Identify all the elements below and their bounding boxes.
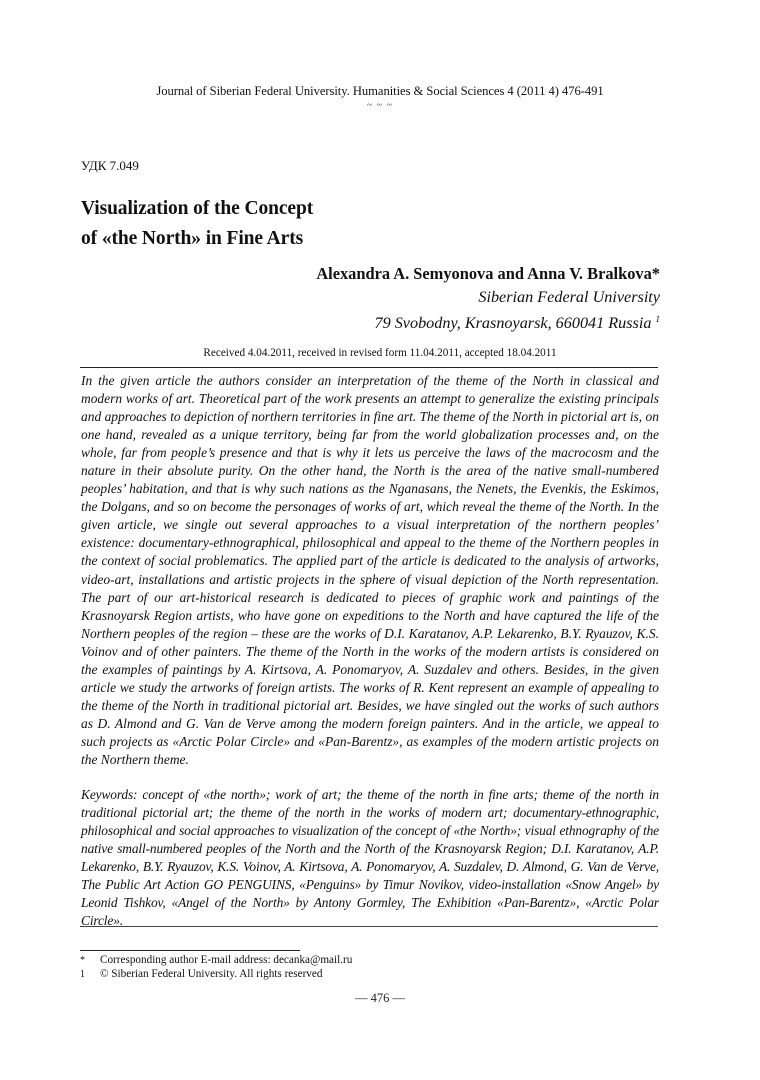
footnote-text: Corresponding author E-mail address: decanka@mail.ru [100,954,353,966]
header-ornament: ~ ~ ~ [366,100,394,111]
received-dates: Received 4.04.2011, received in revised form 11.04.2011, accepted 18.04.2011 [203,347,557,359]
footnote-copyright [80,967,322,982]
footnote-mark: 1 [80,969,85,980]
footnote-mark: * [80,955,85,966]
affiliation-block [374,286,660,334]
page-number: — 476 — [355,991,405,1005]
authors: Alexandra A. Semyonova and Anna V. Bralkova* [316,264,660,283]
keywords: Keywords: concept of «the north»; work of art; the theme of the north in fine arts; theme of the north in traditional pictorial art; the theme of the north in the works of modern art; documentary-ethnographic, philosophical and social approaches to visualization of the concept of «the North»; visual ethnography of the native small-numbered peoples of the North and the North of the Krasnoyarsk Region; D.I. Karatanov, A.P. Lekarenko, B.Y. Ryauzov, K.S. Voinov, A. Kirtsova, A. Ponomaryov, A. Suzdalev, D. Almond, G. Van de Verve, The Public Art Action GO PENGUINS, «Penguins» by Timur Novikov, video-installation «Snow Angel» by Leonid Tishkov, «Angel of the North» by Antony Gormley, The Exhibition «Pan-Barentz», «Arctic Polar Circle». [81,787,659,929]
footnote-text: © Siberian Federal University. All rights reserved [100,968,323,980]
top-divider [80,367,658,368]
journal-header: Journal of Siberian Federal University. Humanities & Social Sciences 4 (2011 4) 476-491 [156,84,604,98]
article-title [81,194,313,254]
title-line-1: Visualization of the Concept [81,198,314,219]
affiliation: Siberian Federal University [478,288,660,306]
address-footnote-mark: 1 [655,314,660,324]
abstract: In the given article the authors consider an interpretation of the theme of the North in classical and modern works of art. Theoretical part of the work presents an attempt to generalize the existing principals and approaches to depiction of northern territories in fine art. The theme of the North in pictorial art is, on one hand, revealed as a unique territory, being far from the world globalization processes and, on the whole, far from people’s presence and that is why it lets us perceive the laws of the macrocosm and the nature in their absolute purity. On the other hand, the North is the area of the native small-numbered peoples’ habitation, and that is why such nations as the Nganasans, the Nenets, the Evenkis, the Eskimos, the Dolgans, and so on become the personages of works of art, which reveal the theme of the North. In the given article, we single out several approaches to a visual interpretation of the northern peoples’ existence: documentary-ethnographical, philosophical and appeal to the theme of the Northern peoples in the context of social problematics. The applied part of the article is dedicated to the analysis of artworks, video-art, installations and artistic projects in the sphere of visual depiction of the North representation. The part of our art-historical research is dedicated to pieces of graphic work and paintings of the Krasnoyarsk Region artists, who have gone on expeditions to the North and have captured the life of the Northern peoples of the region – these are the works of D.I. Karatanov, A.P. Lekarenko, B.Y. Ryauzov, K.S. Voinov and of other painters. The theme of the North in the works of the modern artists is considered on the examples of paintings by A. Kirtsova, A. Ponomaryov, A. Suzdalev and others. Besides, in the given article we study the artworks of foreign artists. The works of R. Kent represent an example of appealing to the theme of the North in traditional pictorial art. Besides, we have singled out the works of such authors as D. Almond and G. Van de Verve among the modern foreign painters. And in the article, we appeal to such projects as «Arctic Polar Circle» and «Pan-Barentz», as examples of the modern artistic projects on the Northern theme. [81,373,659,767]
udk-code: УДК 7.049 [81,158,139,173]
address-text: 79 Svobodny, Krasnoyarsk, 660041 Russia [374,314,652,332]
bottom-divider [80,926,658,927]
footnote-divider [80,950,300,951]
address [374,308,660,334]
title-line-2: of «the North» in Fine Arts [81,228,304,249]
footnote-corresponding-author [80,953,352,968]
